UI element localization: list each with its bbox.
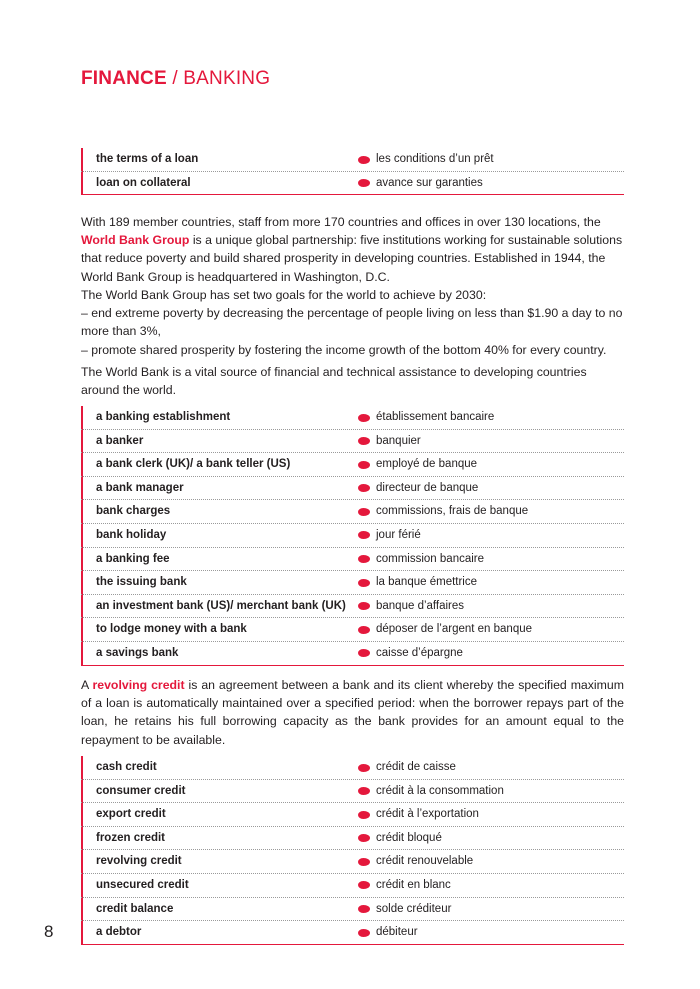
- english-term: a debtor: [96, 926, 142, 939]
- red-bullet-icon: [358, 811, 370, 819]
- red-bullet-icon: [358, 649, 370, 657]
- vocab-row: [81, 548, 624, 572]
- vocab-row: [81, 898, 624, 922]
- vocab-row: [81, 571, 624, 595]
- french-translation: crédit bloqué: [376, 831, 442, 844]
- vocab-row: [81, 453, 624, 477]
- french-translation: déposer de l’argent en banque: [376, 623, 533, 636]
- red-bullet-icon: [358, 929, 370, 937]
- paragraph-revolving-credit: [81, 676, 624, 749]
- highlight-term: World Bank Group: [81, 233, 190, 248]
- header-category: FINANCE: [81, 68, 167, 89]
- vocab-row: [81, 430, 624, 454]
- highlight-term: revolving credit: [92, 678, 185, 692]
- english-term: an investment bank (US)/ merchant bank (UK): [96, 599, 346, 612]
- english-term: to lodge money with a bank: [96, 623, 247, 636]
- red-bullet-icon: [358, 179, 370, 187]
- paragraph-text: is a unique global partnership: five institutions working for sustainable solutions that reduce poverty and build shared prosperity in developing countries. Established in 1944, the World Bank Group is headquartered in Washington, D.C.: [81, 233, 623, 284]
- vocab-row: [81, 595, 624, 619]
- paragraph-world-bank-group: [81, 213, 624, 286]
- red-bullet-icon: [358, 881, 370, 889]
- english-term: frozen credit: [96, 831, 166, 844]
- red-bullet-icon: [358, 555, 370, 563]
- red-bullet-icon: [358, 156, 370, 164]
- header-separator: /: [166, 68, 184, 89]
- english-term: a banking fee: [96, 552, 170, 565]
- paragraph-goal-2: – promote shared prosperity by fostering the income growth of the bottom 40% for every country.: [81, 343, 607, 357]
- red-bullet-icon: [358, 508, 370, 516]
- vocab-table-credit: [81, 756, 624, 945]
- french-translation: commissions, frais de banque: [376, 505, 529, 518]
- english-term: a banker: [96, 434, 144, 447]
- paragraph-world-bank: The World Bank is a vital source of financial and technical assistance to developing countries around the world.: [81, 365, 587, 398]
- vocab-row: [81, 524, 624, 548]
- red-bullet-icon: [358, 414, 370, 422]
- red-bullet-icon: [358, 764, 370, 772]
- red-bullet-icon: [358, 437, 370, 445]
- french-translation: avance sur garanties: [376, 176, 483, 189]
- header-subcategory: BANKING: [183, 68, 271, 89]
- vocab-row: [81, 850, 624, 874]
- french-translation: les conditions d’un prêt: [376, 153, 494, 165]
- vocab-table-banking: [81, 406, 624, 666]
- paragraph-goals: The World Bank Group has set two goals for the world to achieve by 2030:: [81, 288, 487, 302]
- french-translation: caisse d’épargne: [376, 646, 463, 659]
- english-term: a banking establishment: [96, 411, 231, 423]
- paragraph-text: is an agreement between a bank and its client whereby the specified maximum of a loan is automatically maintained over a specified period: when the borrower repays part of the loan, he retains his full borrowing capacity as the bank provides for an amount equal to the repayment to be available.: [81, 678, 624, 747]
- english-term: loan on collateral: [96, 176, 191, 189]
- vocab-row: [81, 500, 624, 524]
- vocab-row: [81, 874, 624, 898]
- french-translation: la banque émettrice: [376, 576, 478, 589]
- page-number: 8: [44, 922, 54, 941]
- french-translation: crédit à l’exportation: [376, 808, 479, 821]
- vocab-table-loans: [81, 148, 624, 195]
- french-translation: banquier: [376, 434, 421, 447]
- french-translation: crédit de caisse: [376, 761, 456, 773]
- french-translation: débiteur: [376, 926, 418, 939]
- vocab-row: [81, 756, 624, 780]
- french-translation: établissement bancaire: [376, 411, 495, 423]
- french-translation: solde créditeur: [376, 902, 452, 915]
- vocab-row: [81, 827, 624, 851]
- vocab-row: [81, 803, 624, 827]
- paragraph-text: A: [81, 678, 93, 692]
- paragraph-goal-1: – end extreme poverty by decreasing the percentage of people living on less than $1.90 a day to no more than 3%,: [81, 306, 623, 339]
- english-term: revolving credit: [96, 855, 182, 868]
- red-bullet-icon: [358, 579, 370, 587]
- vocab-row: [81, 780, 624, 804]
- english-term: cash credit: [96, 761, 157, 773]
- red-bullet-icon: [358, 531, 370, 539]
- red-bullet-icon: [358, 834, 370, 842]
- english-term: bank holiday: [96, 528, 167, 541]
- vocab-row: [81, 477, 624, 501]
- vocab-row: [81, 172, 624, 196]
- vocab-row: [81, 642, 624, 666]
- vocab-row: [81, 148, 624, 172]
- english-term: a bank clerk (UK)/ a bank teller (US): [96, 458, 291, 471]
- red-bullet-icon: [358, 484, 370, 492]
- english-term: a savings bank: [96, 646, 179, 659]
- english-term: credit balance: [96, 902, 174, 915]
- red-bullet-icon: [358, 626, 370, 634]
- red-bullet-icon: [358, 787, 370, 795]
- french-translation: employé de banque: [376, 458, 478, 471]
- english-term: export credit: [96, 808, 166, 821]
- english-term: consumer credit: [96, 784, 186, 797]
- french-translation: directeur de banque: [376, 481, 479, 494]
- red-bullet-icon: [358, 858, 370, 866]
- paragraph-text: With 189 member countries, staff from more 170 countries and offices in over 130 locations, the: [81, 215, 601, 229]
- vocab-row: [81, 618, 624, 642]
- english-term: the terms of a loan: [96, 153, 199, 165]
- french-translation: jour férié: [376, 528, 421, 541]
- english-term: the issuing bank: [96, 576, 187, 589]
- vocab-row: [81, 921, 624, 945]
- english-term: a bank manager: [96, 481, 184, 494]
- page-header: [81, 68, 270, 90]
- french-translation: crédit renouvelable: [376, 855, 474, 868]
- french-translation: banque d’affaires: [376, 599, 465, 612]
- red-bullet-icon: [358, 461, 370, 469]
- vocab-row: [81, 406, 624, 430]
- french-translation: crédit en blanc: [376, 878, 451, 891]
- french-translation: crédit à la consommation: [376, 784, 504, 797]
- english-term: bank charges: [96, 505, 171, 518]
- french-translation: commission bancaire: [376, 552, 485, 565]
- red-bullet-icon: [358, 602, 370, 610]
- english-term: unsecured credit: [96, 878, 189, 891]
- red-bullet-icon: [358, 905, 370, 913]
